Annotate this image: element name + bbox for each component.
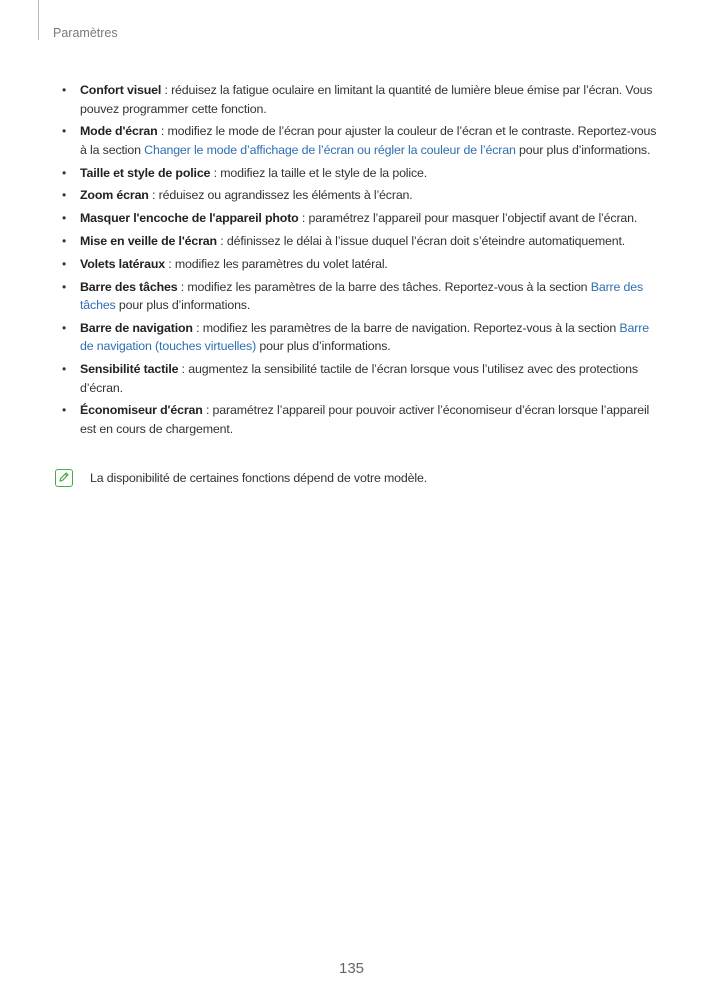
bullet-icon: • [62, 279, 67, 294]
list-item [58, 81, 658, 118]
item-text: : modifiez la taille et le style de la police. [210, 165, 428, 180]
note-text: La disponibilité de certaines fonctions dépend de votre modèle. [90, 471, 428, 485]
list-item [58, 278, 658, 315]
item-term: Mise en veille de l'écran [80, 233, 217, 248]
bullet-icon: • [62, 188, 67, 203]
note-pencil-icon [55, 469, 73, 487]
list-item [58, 186, 658, 205]
list-item [58, 232, 658, 251]
item-term: Volets latéraux [80, 256, 165, 271]
item-term: Zoom écran [80, 188, 149, 203]
item-text-after: pour plus d’informations. [515, 142, 651, 157]
item-text: : modifiez les paramètres de la barre de navigation. Reportez-vous à la section [192, 320, 620, 335]
bullet-icon: • [62, 83, 67, 97]
item-text: : réduisez ou agrandissez les éléments à l’écran. [148, 188, 413, 203]
bullet-icon: • [62, 124, 67, 139]
bullet-icon: • [62, 403, 67, 418]
settings-list [58, 81, 658, 443]
bullet-icon: • [62, 165, 67, 180]
item-text: : modifiez les paramètres de la barre des tâches. Reportez-vous à la section [177, 279, 591, 294]
bullet-icon: • [62, 233, 67, 248]
bullet-icon: • [62, 256, 67, 271]
item-text-after: pour plus d’informations. [256, 339, 391, 354]
note-box [55, 469, 655, 491]
item-term: Économiseur d'écran [80, 403, 203, 418]
item-link[interactable]: Changer le mode d’affichage de l’écran ou régler la couleur de l’écran [144, 142, 516, 157]
page-number: 135 [338, 960, 365, 977]
item-text: : réduisez la fatigue oculaire en limitant la quantité de lumière bleue émise par l’écran. Vous pouvez programmer cette fonction. [80, 83, 653, 116]
list-item [58, 360, 658, 397]
list-item [58, 209, 658, 228]
item-text: : paramétrez l’appareil pour masquer l’objectif avant de l’écran. [298, 211, 638, 226]
item-text: : paramétrez l’appareil pour pouvoir activer l’économiseur d’écran lorsque l’appareil est en cours de chargement. [80, 403, 650, 436]
item-link[interactable]: Barre des tâches [80, 279, 644, 313]
list-item [58, 164, 658, 183]
list-item [58, 319, 658, 356]
bullet-icon: • [62, 362, 67, 377]
page-header-title: Paramètres [53, 26, 118, 40]
list-item [58, 255, 658, 274]
item-term: Sensibilité tactile [80, 362, 179, 377]
item-term: Confort visuel [80, 83, 162, 97]
list-item [58, 122, 658, 159]
item-term: Barre de navigation [80, 320, 193, 335]
item-term: Taille et style de police [80, 165, 211, 180]
item-text: : modifiez le mode de l’écran pour ajuster la couleur de l’écran et le contraste. Reportez-vous à la section [80, 124, 657, 157]
item-term: Masquer l'encoche de l'appareil photo [80, 211, 299, 226]
item-text: : définissez le délai à l’issue duquel l’écran doit s’éteindre automatiquement. [216, 233, 626, 248]
bullet-icon: • [62, 211, 67, 226]
item-text-after: pour plus d’informations. [115, 298, 251, 313]
list-item [58, 401, 658, 438]
bullet-icon: • [62, 320, 67, 335]
item-text: : modifiez les paramètres du volet latéral. [164, 256, 388, 271]
header-divider [38, 0, 39, 40]
item-term: Barre des tâches [80, 279, 178, 294]
item-term: Mode d'écran [80, 124, 158, 139]
item-text: : augmentez la sensibilité tactile de l’écran lorsque vous l’utilisez avec des protections d’écran. [80, 362, 638, 395]
item-link[interactable]: Barre de navigation (touches virtuelles) [80, 320, 649, 354]
